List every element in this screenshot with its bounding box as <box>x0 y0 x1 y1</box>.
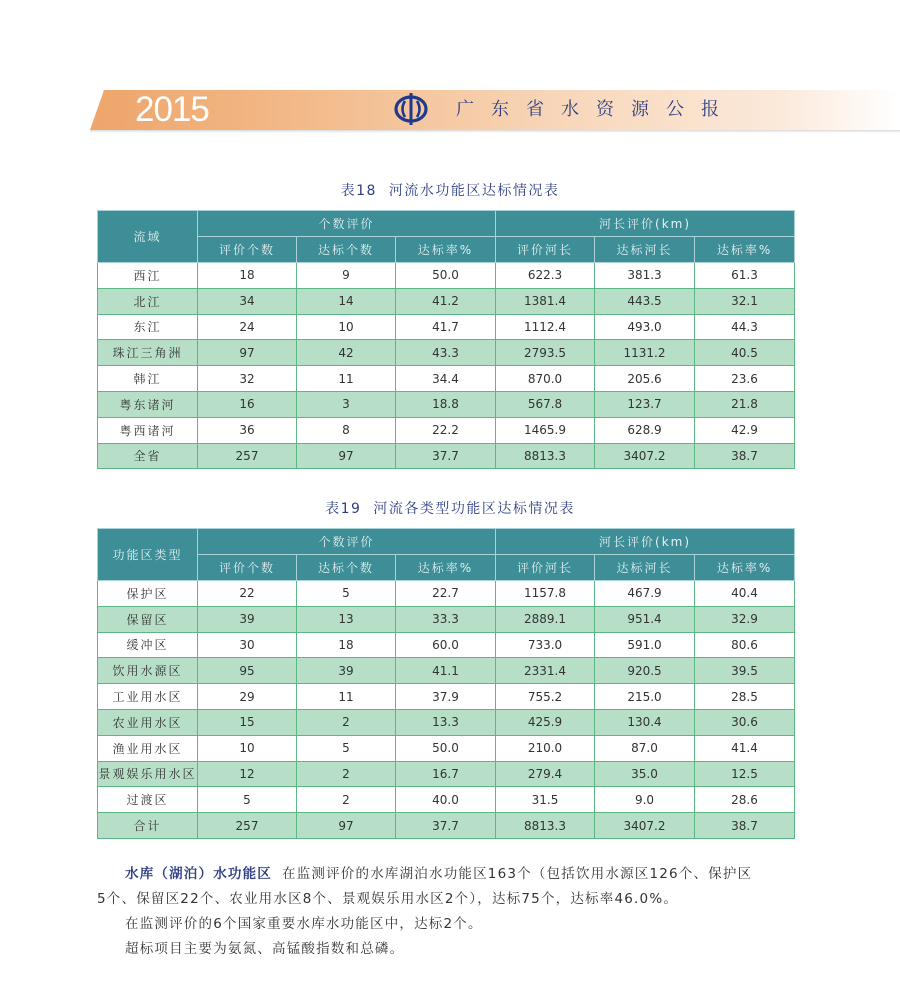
value-cell: 97 <box>297 443 396 469</box>
row-label-cell: 保护区 <box>98 581 198 607</box>
row-header: 功能区类型 <box>98 529 198 581</box>
table-row <box>98 443 795 469</box>
table-row <box>98 391 795 417</box>
water-bureau-logo-icon <box>393 92 429 126</box>
value-cell: 41.1 <box>396 658 496 684</box>
value-cell: 755.2 <box>496 684 595 710</box>
group-header-count: 个数评价 <box>198 529 496 555</box>
value-cell: 38.7 <box>695 813 795 839</box>
row-label-cell: 粤西诸河 <box>98 417 198 443</box>
col-header: 达标河长 <box>595 555 695 581</box>
value-cell: 40.0 <box>396 787 496 813</box>
table-row <box>98 813 795 839</box>
table18-caption <box>0 180 900 200</box>
paragraph-text: 在监测评价的6个国家重要水库水功能区中，达标2个。 <box>125 916 483 932</box>
value-cell: 13 <box>297 606 396 632</box>
value-cell: 5 <box>297 735 396 761</box>
value-cell: 22 <box>198 581 297 607</box>
value-cell: 33.3 <box>396 606 496 632</box>
value-cell: 97 <box>198 340 297 366</box>
group-header-count: 个数评价 <box>198 211 496 237</box>
value-cell: 1131.2 <box>595 340 695 366</box>
paragraph-text: 超标项目主要为氨氮、高锰酸指数和总磷。 <box>125 941 405 957</box>
value-cell: 23.6 <box>695 366 795 392</box>
col-header: 达标个数 <box>297 555 396 581</box>
value-cell: 215.0 <box>595 684 695 710</box>
table19-title: 河流各类型功能区达标情况表 <box>373 501 575 517</box>
value-cell: 2889.1 <box>496 606 595 632</box>
value-cell: 8813.3 <box>496 443 595 469</box>
value-cell: 36 <box>198 417 297 443</box>
value-cell: 39 <box>297 658 396 684</box>
value-cell: 18 <box>198 263 297 289</box>
value-cell: 41.7 <box>396 314 496 340</box>
value-cell: 80.6 <box>695 632 795 658</box>
table-row <box>98 735 795 761</box>
table-row <box>98 263 795 289</box>
table-row <box>98 417 795 443</box>
value-cell: 12.5 <box>695 761 795 787</box>
row-label-cell: 北江 <box>98 288 198 314</box>
row-label-cell: 保留区 <box>98 606 198 632</box>
row-label-cell: 缓冲区 <box>98 632 198 658</box>
value-cell: 2 <box>297 787 396 813</box>
paragraph-line <box>97 862 807 887</box>
row-label-cell: 工业用水区 <box>98 684 198 710</box>
group-header-length: 河长评价(km) <box>496 211 795 237</box>
value-cell: 11 <box>297 366 396 392</box>
value-cell: 210.0 <box>496 735 595 761</box>
value-cell: 42.9 <box>695 417 795 443</box>
value-cell: 28.5 <box>695 684 795 710</box>
value-cell: 2 <box>297 761 396 787</box>
col-header: 达标个数 <box>297 237 396 263</box>
value-cell: 14 <box>297 288 396 314</box>
value-cell: 11 <box>297 684 396 710</box>
value-cell: 18.8 <box>396 391 496 417</box>
value-cell: 467.9 <box>595 581 695 607</box>
value-cell: 29 <box>198 684 297 710</box>
value-cell: 44.3 <box>695 314 795 340</box>
col-header: 达标率% <box>396 237 496 263</box>
table18-title: 河流水功能区达标情况表 <box>388 183 560 199</box>
value-cell: 39.5 <box>695 658 795 684</box>
value-cell: 24 <box>198 314 297 340</box>
value-cell: 41.4 <box>695 735 795 761</box>
col-header: 达标率% <box>695 237 795 263</box>
table18-river-compliance <box>97 210 795 469</box>
value-cell: 951.4 <box>595 606 695 632</box>
row-label-cell: 珠江三角洲 <box>98 340 198 366</box>
group-header-length: 河长评价(km) <box>496 529 795 555</box>
table-row <box>98 787 795 813</box>
value-cell: 3 <box>297 391 396 417</box>
value-cell: 95 <box>198 658 297 684</box>
col-header: 评价河长 <box>496 237 595 263</box>
value-cell: 15 <box>198 709 297 735</box>
table-row <box>98 314 795 340</box>
col-header: 评价河长 <box>496 555 595 581</box>
row-label-cell: 饮用水源区 <box>98 658 198 684</box>
value-cell: 43.3 <box>396 340 496 366</box>
table19-caption <box>0 498 900 518</box>
col-header: 达标率% <box>396 555 496 581</box>
value-cell: 16 <box>198 391 297 417</box>
row-label-cell: 全省 <box>98 443 198 469</box>
table-row <box>98 288 795 314</box>
value-cell: 493.0 <box>595 314 695 340</box>
value-cell: 205.6 <box>595 366 695 392</box>
col-header: 评价个数 <box>198 237 297 263</box>
table-row <box>98 658 795 684</box>
value-cell: 3407.2 <box>595 813 695 839</box>
row-label-cell: 过渡区 <box>98 787 198 813</box>
value-cell: 123.7 <box>595 391 695 417</box>
value-cell: 16.7 <box>396 761 496 787</box>
table-row <box>98 606 795 632</box>
value-cell: 22.7 <box>396 581 496 607</box>
value-cell: 30.6 <box>695 709 795 735</box>
row-label-cell: 粤东诸河 <box>98 391 198 417</box>
value-cell: 35.0 <box>595 761 695 787</box>
value-cell: 37.7 <box>396 813 496 839</box>
value-cell: 34 <box>198 288 297 314</box>
value-cell: 28.6 <box>695 787 795 813</box>
value-cell: 8813.3 <box>496 813 595 839</box>
value-cell: 40.4 <box>695 581 795 607</box>
value-cell: 9 <box>297 263 396 289</box>
value-cell: 591.0 <box>595 632 695 658</box>
table-row <box>98 632 795 658</box>
value-cell: 2 <box>297 709 396 735</box>
value-cell: 32.1 <box>695 288 795 314</box>
value-cell: 97 <box>297 813 396 839</box>
value-cell: 39 <box>198 606 297 632</box>
col-header: 评价个数 <box>198 555 297 581</box>
table18-number: 表18 <box>340 183 377 199</box>
table-row <box>98 761 795 787</box>
paragraph-reservoir <box>97 862 807 962</box>
value-cell: 37.7 <box>396 443 496 469</box>
value-cell: 5 <box>198 787 297 813</box>
value-cell: 130.4 <box>595 709 695 735</box>
value-cell: 87.0 <box>595 735 695 761</box>
table19-number: 表19 <box>325 501 362 517</box>
value-cell: 425.9 <box>496 709 595 735</box>
value-cell: 31.5 <box>496 787 595 813</box>
value-cell: 61.3 <box>695 263 795 289</box>
value-cell: 622.3 <box>496 263 595 289</box>
row-label-cell: 景观娱乐用水区 <box>98 761 198 787</box>
table-row <box>98 581 795 607</box>
value-cell: 1157.8 <box>496 581 595 607</box>
value-cell: 34.4 <box>396 366 496 392</box>
value-cell: 40.5 <box>695 340 795 366</box>
value-cell: 1381.4 <box>496 288 595 314</box>
value-cell: 5 <box>297 581 396 607</box>
row-label-cell: 农业用水区 <box>98 709 198 735</box>
row-label-cell: 合计 <box>98 813 198 839</box>
value-cell: 870.0 <box>496 366 595 392</box>
table-row <box>98 709 795 735</box>
value-cell: 42 <box>297 340 396 366</box>
value-cell: 733.0 <box>496 632 595 658</box>
row-label-cell: 西江 <box>98 263 198 289</box>
value-cell: 32 <box>198 366 297 392</box>
value-cell: 30 <box>198 632 297 658</box>
value-cell: 1465.9 <box>496 417 595 443</box>
value-cell: 3407.2 <box>595 443 695 469</box>
value-cell: 50.0 <box>396 263 496 289</box>
value-cell: 10 <box>297 314 396 340</box>
value-cell: 60.0 <box>396 632 496 658</box>
value-cell: 2331.4 <box>496 658 595 684</box>
value-cell: 920.5 <box>595 658 695 684</box>
value-cell: 257 <box>198 443 297 469</box>
value-cell: 32.9 <box>695 606 795 632</box>
value-cell: 37.9 <box>396 684 496 710</box>
paragraph-text: 在监测评价的水库湖泊水功能区163个（包括饮用水源区126个、保护区 <box>282 866 753 882</box>
value-cell: 1112.4 <box>496 314 595 340</box>
value-cell: 10 <box>198 735 297 761</box>
value-cell: 257 <box>198 813 297 839</box>
value-cell: 13.3 <box>396 709 496 735</box>
col-header: 达标河长 <box>595 237 695 263</box>
section-lead: 水库（湖泊）水功能区 <box>125 866 272 882</box>
value-cell: 38.7 <box>695 443 795 469</box>
value-cell: 9.0 <box>595 787 695 813</box>
value-cell: 8 <box>297 417 396 443</box>
row-label-cell: 韩江 <box>98 366 198 392</box>
row-label-cell: 渔业用水区 <box>98 735 198 761</box>
row-header: 流域 <box>98 211 198 263</box>
table-row <box>98 684 795 710</box>
paragraph-text: 5个、保留区22个、农业用水区8个、景观娱乐用水区2个），达标75个，达标率46.0%。 <box>97 891 679 907</box>
value-cell: 18 <box>297 632 396 658</box>
value-cell: 628.9 <box>595 417 695 443</box>
value-cell: 443.5 <box>595 288 695 314</box>
value-cell: 21.8 <box>695 391 795 417</box>
report-year: 2015 <box>135 90 209 129</box>
table19-zone-type-compliance <box>97 528 795 839</box>
value-cell: 22.2 <box>396 417 496 443</box>
table-row <box>98 340 795 366</box>
value-cell: 567.8 <box>496 391 595 417</box>
value-cell: 41.2 <box>396 288 496 314</box>
banner-shadow <box>90 130 900 133</box>
value-cell: 12 <box>198 761 297 787</box>
value-cell: 381.3 <box>595 263 695 289</box>
row-label-cell: 东江 <box>98 314 198 340</box>
report-title: 广东省水资源公报 <box>456 99 736 120</box>
col-header: 达标率% <box>695 555 795 581</box>
value-cell: 279.4 <box>496 761 595 787</box>
table-row <box>98 366 795 392</box>
value-cell: 50.0 <box>396 735 496 761</box>
value-cell: 2793.5 <box>496 340 595 366</box>
